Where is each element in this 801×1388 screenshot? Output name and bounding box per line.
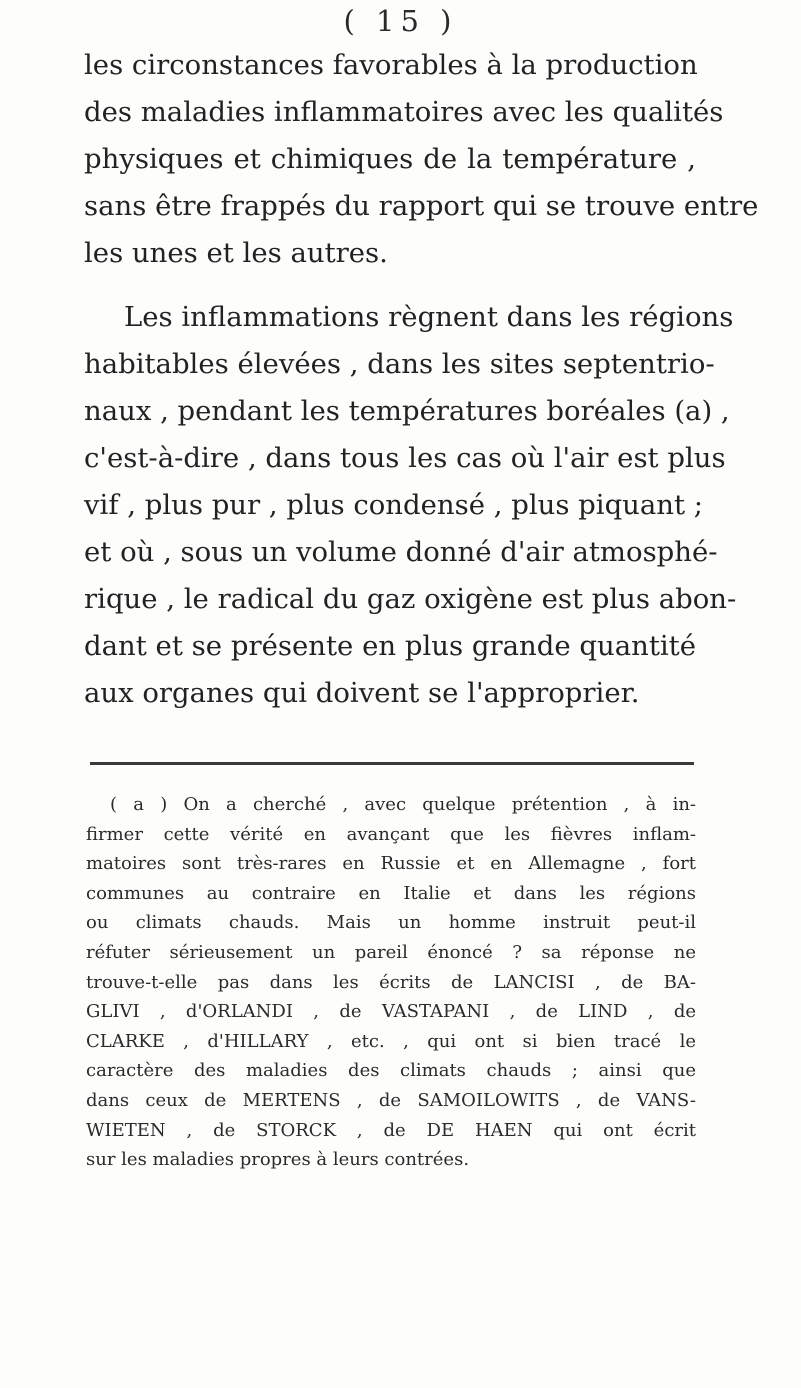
paragraph-inflammations — [84, 294, 737, 717]
text-line: c'est-à-dire , dans tous les cas où l'air est plus — [84, 442, 726, 474]
text-line: habitables élevées , dans les sites septentrio- — [84, 348, 715, 380]
page-number: ( 15 ) — [343, 4, 458, 38]
text-line: vif , plus pur , plus condensé , plus piquant ; — [84, 489, 704, 521]
text-line: dant et se présente en plus grande quantité — [84, 630, 696, 662]
footnote-line: matoires sont très-rares en Russie et en Allemagne , fort — [86, 853, 696, 875]
text-line: aux organes qui doivent se l'approprier. — [84, 677, 640, 709]
paragraph-continuation — [84, 42, 759, 277]
footnote-line: GLIVI , d'ORLANDI , de VASTAPANI , de LIND , de — [86, 1001, 696, 1023]
text-line: naux , pendant les températures boréales (a) , — [84, 395, 730, 427]
text-line: physiques et chimiques de la température , — [84, 143, 696, 175]
footnote-line: ( a ) On a cherché , avec quelque prétention , à in- — [110, 794, 696, 815]
text-line: rique , le radical du gaz oxigène est plus abon- — [84, 583, 737, 615]
text-line: les unes et les autres. — [84, 237, 388, 269]
footnote-line: firmer cette vérité en avançant que les fièvres inflam- — [86, 823, 696, 845]
footnote-line: sur les maladies propres à leurs contrées. — [86, 1149, 470, 1171]
footnote-line: CLARKE , d'HILLARY , etc. , qui ont si bien tracé le — [86, 1030, 696, 1052]
footnote-line: caractère des maladies des climats chauds ; ainsi que — [86, 1060, 696, 1082]
text-line: sans être frappés du rapport qui se trouve entre — [84, 190, 759, 222]
footnote-line: WIETEN , de STORCK , de DE HAEN qui ont écrit — [86, 1119, 696, 1141]
text-line: et où , sous un volume donné d'air atmosphé- — [84, 536, 718, 568]
footnote-line: communes au contraire en Italie et dans les régions — [86, 882, 696, 904]
footnote-a — [86, 790, 696, 1175]
footnote-divider — [90, 762, 694, 765]
text-line: Les inflammations règnent dans les régions — [124, 301, 734, 333]
text-line: les circonstances favorables à la production — [84, 49, 698, 81]
footnote-line: réfuter sérieusement un pareil énoncé ? sa réponse ne — [86, 941, 696, 963]
footnote-line: dans ceux de MERTENS , de SAMOILOWITS , de VANS- — [86, 1089, 696, 1111]
text-line: des maladies inflammatoires avec les qualités — [84, 96, 724, 128]
footnote-line: trouve-t-elle pas dans les écrits de LANCISI , de BA- — [86, 971, 696, 993]
footnote-line: ou climats chauds. Mais un homme instruit peut-il — [86, 912, 696, 934]
